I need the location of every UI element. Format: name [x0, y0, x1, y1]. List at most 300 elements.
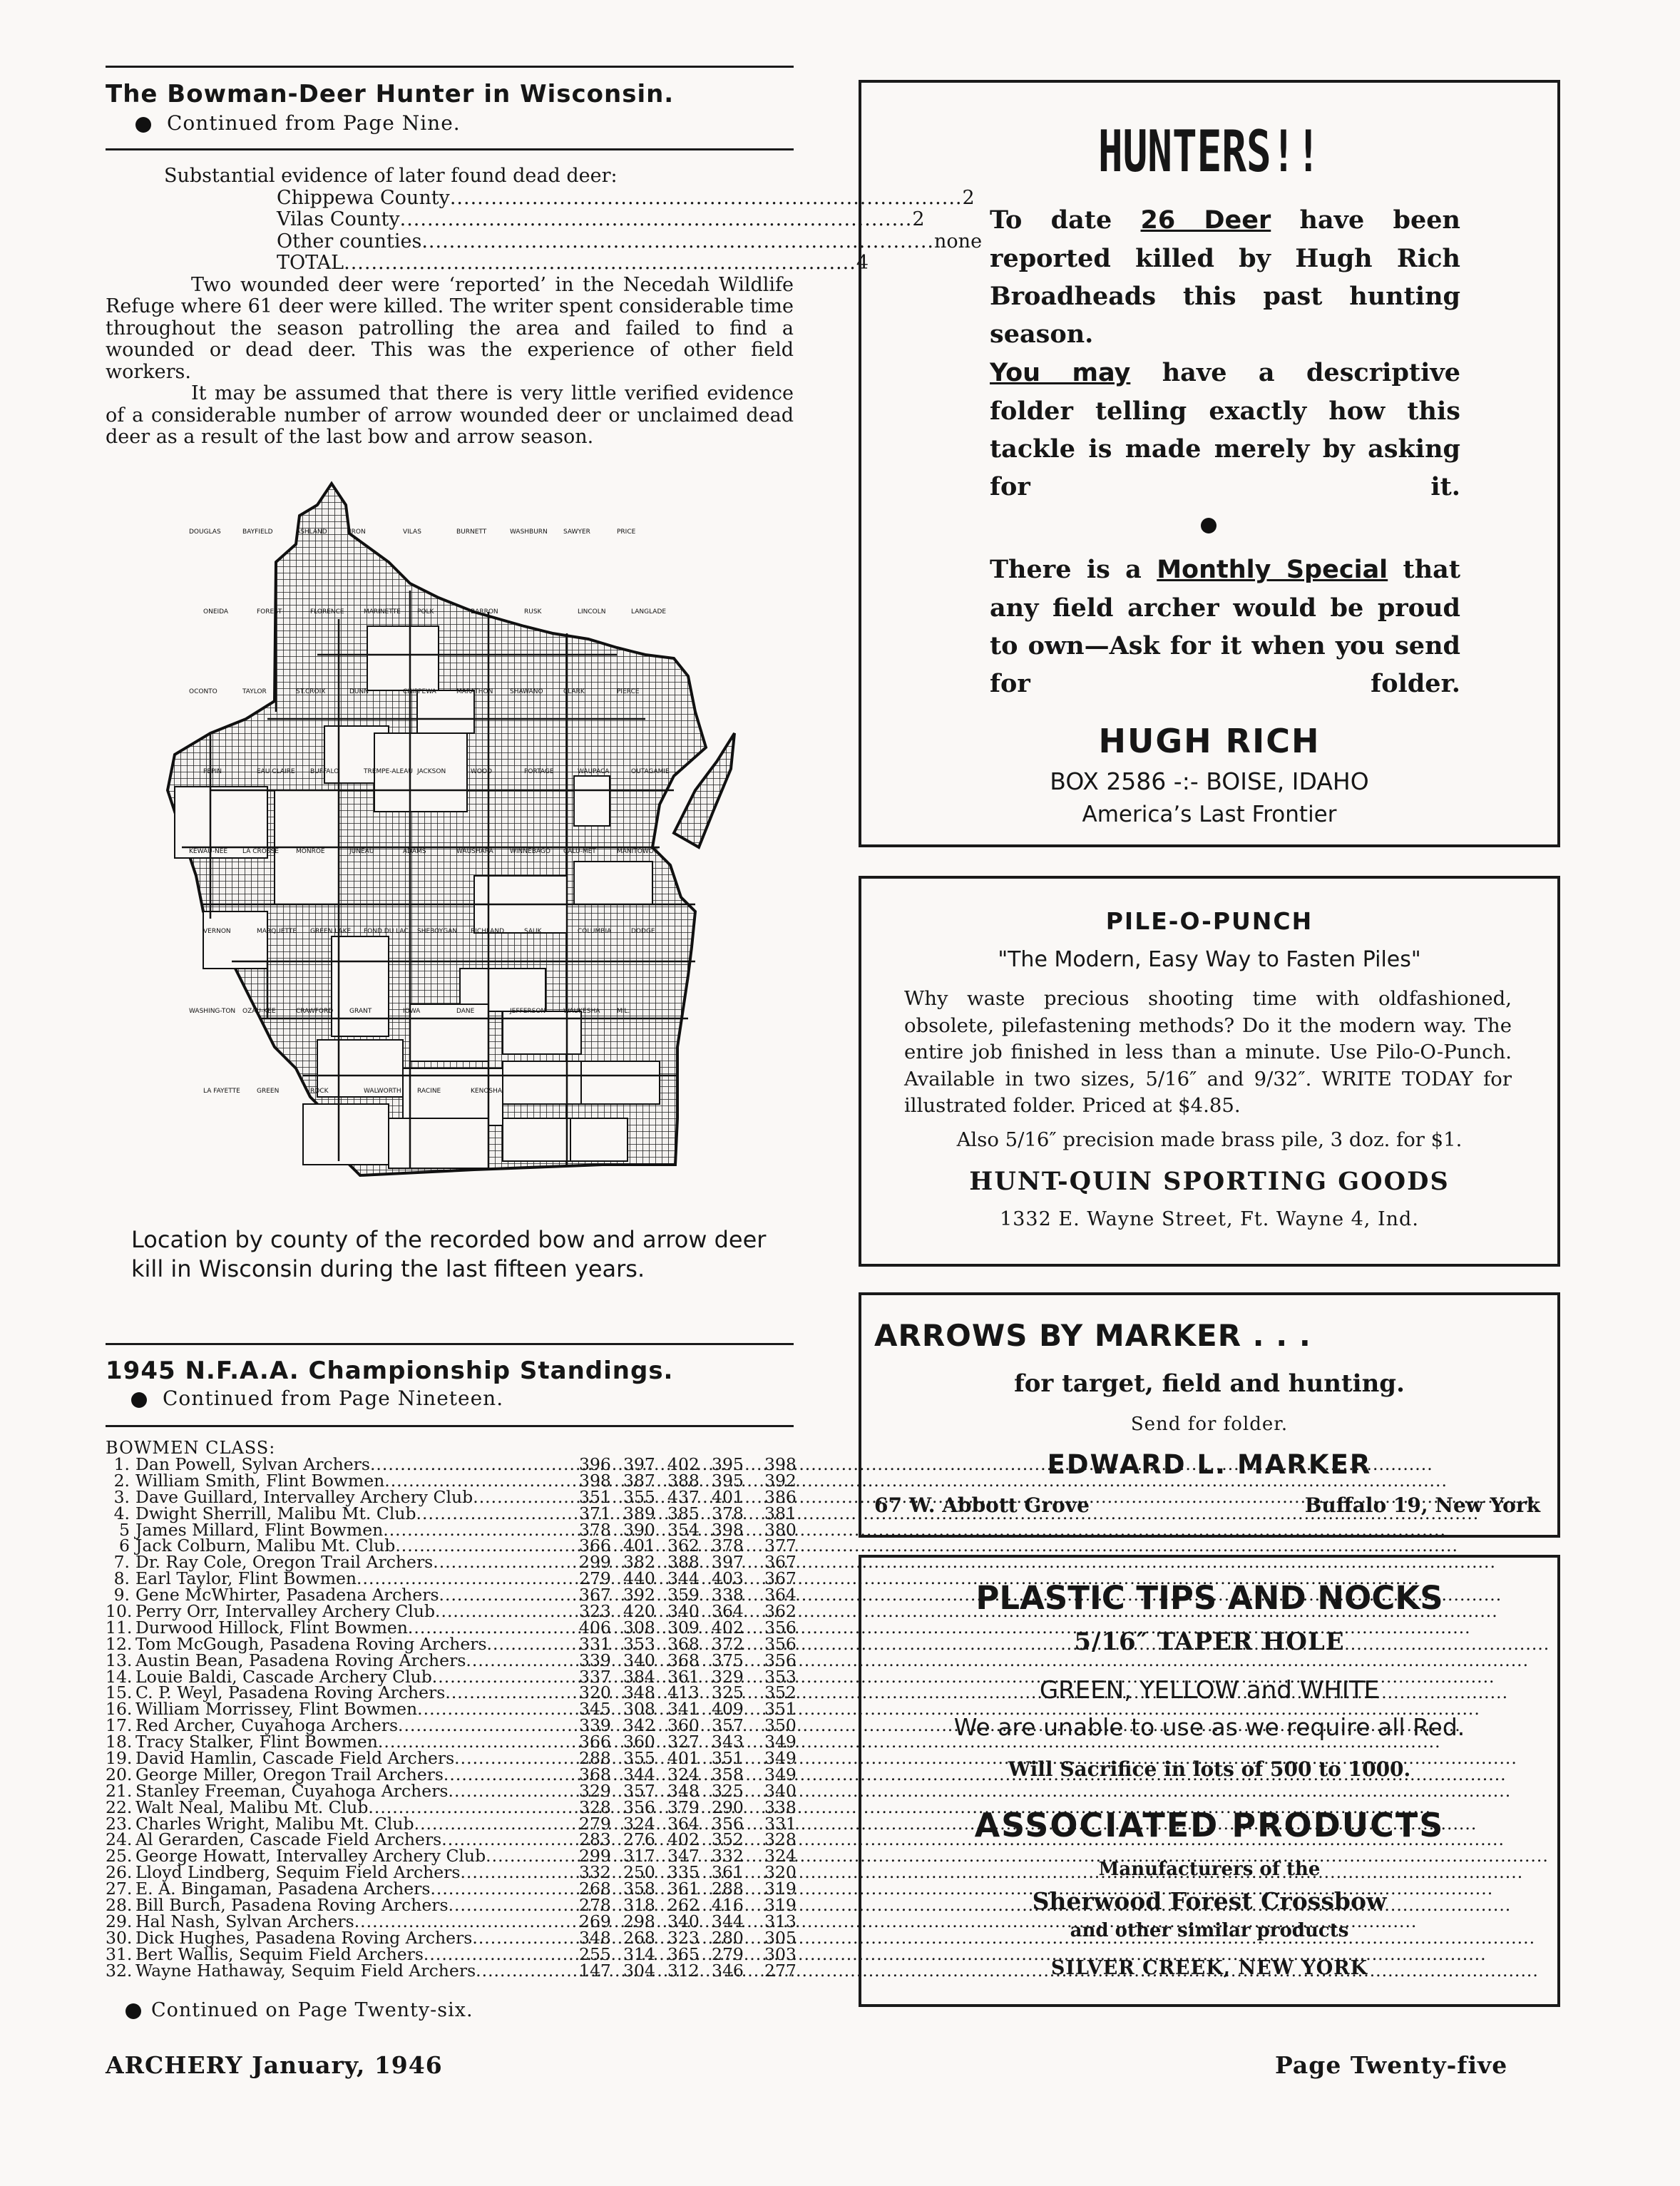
archer-name-text: Perry Orr, Intervalley Archery Club: [135, 1601, 436, 1622]
round-score: 324: [667, 1764, 700, 1784]
rank: 10.: [106, 1601, 133, 1622]
rank: 26.: [106, 1862, 133, 1883]
round-score: 388: [667, 1552, 700, 1573]
county-label: PEPIN: [203, 768, 222, 775]
arrows-subtitle: for target, field and hunting.: [1014, 1369, 1405, 1398]
archer-name-text: James Millard, Flint Bowmen: [135, 1519, 384, 1540]
archer-name-text: Red Archer, Cuyahoga Archers: [135, 1715, 399, 1736]
county-label: IOWA: [403, 1008, 421, 1015]
round-score: 337: [579, 1666, 611, 1687]
average-score: 331: [764, 1813, 797, 1834]
average-score: 356: [764, 1633, 797, 1654]
round-score: 392: [623, 1585, 655, 1605]
county-label: WOOD: [471, 768, 492, 775]
round-score: 364: [667, 1813, 700, 1834]
average-score: 313: [764, 1911, 797, 1931]
round-score: 364: [712, 1601, 744, 1622]
round-score: 323: [579, 1601, 611, 1622]
standings-continued-from: [131, 1386, 503, 1410]
average-score: 319: [764, 1895, 797, 1916]
county-label: JEFFERSON: [510, 1008, 546, 1015]
round-score: 348: [667, 1780, 700, 1801]
round-score: 262: [667, 1895, 700, 1916]
county-label: OCONTO: [189, 688, 217, 695]
county-no-kill: [574, 862, 652, 904]
hugh-rich-address: BOX 2586 -:- BOISE, IDAHO: [1050, 767, 1369, 795]
round-score: 398: [712, 1519, 744, 1540]
arrows-send: Send for folder.: [1130, 1414, 1289, 1435]
average-score: 349: [764, 1764, 797, 1784]
archer-name-text: Austin Bean, Pasadena Roving Archers: [135, 1650, 466, 1670]
round-score: 396: [579, 1454, 611, 1474]
archer-name-text: George Miller, Oregon Trail Archers: [135, 1764, 444, 1784]
county-label: GRANT: [349, 1008, 372, 1015]
round-score: 268: [579, 1879, 611, 1899]
evidence-label: Chippewa County: [277, 186, 450, 209]
archer-name-text: Tom McGough, Pasadena Roving Archers: [135, 1633, 487, 1654]
round-score: 378: [579, 1519, 611, 1540]
county-label: SHAWANO: [510, 688, 543, 695]
evidence-list: [106, 186, 983, 275]
county-label: DODGE: [631, 928, 655, 935]
hunters-p2-end: have a descriptive folder telling exactly how this tackle is made merely by asking for it.: [990, 358, 1460, 501]
rank: 13.: [106, 1650, 133, 1670]
round-score: 323: [667, 1927, 700, 1948]
archer-name-text: Al Gerarden, Cascade Field Archers: [135, 1829, 442, 1850]
round-score: 342: [623, 1715, 655, 1736]
rank: 27.: [106, 1879, 133, 1899]
round-score: 308: [623, 1617, 655, 1638]
county-label: MONROE: [296, 848, 325, 855]
county-label: BUFFALO: [310, 768, 339, 775]
archer-name-text: Dave Guillard, Intervalley Archery Club: [135, 1486, 473, 1507]
round-score: 353: [623, 1633, 655, 1654]
pile-title: PILE-O-PUNCH: [1105, 907, 1313, 935]
round-score: 397: [623, 1454, 655, 1474]
evidence-value: 2: [912, 208, 925, 230]
round-score: 298: [623, 1911, 655, 1931]
county-label: RUSK: [524, 608, 542, 616]
rank: 3.: [113, 1486, 130, 1507]
round-score: 437: [667, 1486, 700, 1507]
rank: 30.: [106, 1927, 133, 1948]
round-score: 288: [712, 1879, 744, 1899]
dot-leader: ...........................................................................: [449, 186, 963, 209]
evidence-value: 4: [856, 252, 869, 274]
round-score: 358: [623, 1879, 655, 1899]
standings-row: [106, 1960, 804, 1981]
dot-leader: ...........................................................................: [399, 208, 913, 230]
rank: 8.: [113, 1568, 130, 1589]
archer-name-text: George Howatt, Intervalley Archery Club: [135, 1846, 486, 1866]
county-label: BURNETT: [456, 528, 487, 536]
round-score: 416: [712, 1895, 744, 1916]
county-label: OUTAGAMIE: [631, 768, 670, 775]
round-score: 359: [667, 1585, 700, 1605]
county-label: JACKSON: [417, 768, 446, 775]
marker-arrows-ad: [859, 1292, 1560, 1538]
round-score: 389: [623, 1503, 655, 1523]
archer-name-text: David Hamlin, Cascade Field Archers: [135, 1748, 455, 1769]
hunters-paragraph-1: [990, 201, 1460, 353]
round-score: 255: [579, 1944, 611, 1964]
average-score: 277: [764, 1960, 797, 1981]
average-score: 328: [764, 1829, 797, 1850]
county-label: RACINE: [417, 1088, 441, 1095]
round-score: 327: [667, 1732, 700, 1752]
rank: 19.: [106, 1748, 133, 1769]
round-score: 325: [712, 1682, 744, 1703]
round-score: 332: [579, 1862, 611, 1883]
county-label: SAWYER: [563, 528, 590, 536]
plastic-city: SILVER CREEK, NEW YORK: [1050, 1957, 1368, 1979]
rank: 1.: [113, 1454, 130, 1474]
round-score: 268: [623, 1927, 655, 1948]
archer-name-text: Dr. Ray Cole, Oregon Trail Archers: [135, 1552, 434, 1573]
round-score: 304: [623, 1960, 655, 1981]
article-title: The Bowman-Deer Hunter in Wisconsin.: [106, 80, 675, 108]
average-score: 362: [764, 1601, 797, 1622]
evidence-value: 2: [962, 186, 975, 209]
average-score: 349: [764, 1748, 797, 1769]
archer-name-text: Earl Taylor, Flint Bowmen: [135, 1568, 357, 1589]
pile-o-punch-ad: [859, 876, 1560, 1267]
round-score: 351: [712, 1748, 744, 1769]
archer-name-text: Bert Wallis, Sequim Field Archers: [135, 1944, 424, 1964]
average-score: 340: [764, 1780, 797, 1801]
rank: 22.: [106, 1797, 133, 1817]
article-body: [106, 165, 983, 449]
archer-name-text: Stanley Freeman, Cuyahoga Archers: [135, 1780, 449, 1801]
round-score: 269: [579, 1911, 611, 1931]
county-label: LINCOLN: [578, 608, 606, 616]
round-score: 358: [712, 1764, 744, 1784]
standings-top-rule: [106, 1343, 794, 1345]
archer-name-text: Dan Powell, Sylvan Archers: [135, 1454, 370, 1474]
rank: 7.: [113, 1552, 130, 1573]
plastic-other: and other similar products: [1070, 1920, 1349, 1941]
round-score: 338: [712, 1585, 744, 1605]
hunters-p3-start: There is a: [990, 555, 1157, 584]
average-score: 349: [764, 1732, 797, 1752]
round-score: 366: [579, 1536, 611, 1556]
hunters-p1-start: To date: [990, 205, 1141, 235]
plastic-title: PLASTIC TIPS AND NOCKS: [975, 1579, 1443, 1617]
round-score: 312: [667, 1960, 700, 1981]
rank: 18.: [106, 1732, 133, 1752]
top-rule: [106, 66, 794, 68]
average-score: 367: [764, 1552, 797, 1573]
round-score: 344: [667, 1568, 700, 1589]
county-label: ST.CROIX: [296, 688, 326, 695]
article-continued-text: Continued from Page Nine.: [167, 111, 461, 135]
round-score: 280: [712, 1927, 744, 1948]
county-label: LANGLADE: [631, 608, 667, 616]
evidence-label: TOTAL: [277, 252, 344, 274]
round-score: 329: [579, 1780, 611, 1801]
round-score: 335: [667, 1862, 700, 1883]
round-score: 346: [712, 1960, 744, 1981]
hunters-deer-count: 26 Deer: [1140, 206, 1271, 235]
round-score: 290: [712, 1797, 744, 1817]
county-label: WAUPACA: [578, 768, 610, 775]
county-label: ROCK: [310, 1088, 329, 1095]
plastic-taper: 5/16″ TAPER HOLE: [1074, 1628, 1345, 1656]
county-no-kill: [303, 1104, 389, 1165]
round-score: 365: [667, 1944, 700, 1964]
archer-name-text: Dick Hughes, Pasadena Roving Archers: [135, 1927, 473, 1948]
rank: 15.: [106, 1682, 133, 1703]
average-score: 386: [764, 1486, 797, 1507]
county-label: IRON: [349, 528, 366, 536]
pile-address: 1332 E. Wayne Street, Ft. Wayne 4, Ind.: [1000, 1208, 1419, 1230]
round-score: 314: [623, 1944, 655, 1964]
county-no-kill: [417, 690, 474, 733]
rank: 21.: [106, 1780, 133, 1801]
round-score: 361: [712, 1862, 744, 1883]
rank: 2.: [113, 1470, 130, 1491]
county-label: WALWORTH: [364, 1088, 401, 1095]
rank: 9.: [113, 1585, 130, 1605]
round-score: 356: [623, 1797, 655, 1817]
round-score: 340: [667, 1601, 700, 1622]
county-label: COLUMBIA: [578, 928, 612, 935]
round-score: 360: [667, 1715, 700, 1736]
archer-name-text: Louie Baldi, Cascade Archery Club: [135, 1666, 432, 1687]
round-score: 379: [667, 1797, 700, 1817]
round-score: 406: [579, 1617, 611, 1638]
county-label: WAUSHARA: [456, 848, 493, 855]
article-continued-from: [135, 111, 461, 135]
evidence-row: [277, 186, 975, 210]
round-score: 409: [712, 1699, 744, 1720]
round-score: 283: [579, 1829, 611, 1850]
average-score: 350: [764, 1715, 797, 1736]
county-label: MARATHON: [456, 688, 493, 695]
standings-title: 1945 N.F.A.A. Championship Standings.: [106, 1357, 674, 1385]
rank: 31.: [106, 1944, 133, 1964]
round-score: 343: [712, 1732, 744, 1752]
arrows-title: ARROWS BY MARKER . . .: [874, 1318, 1311, 1353]
round-score: 390: [623, 1519, 655, 1540]
county-label: CLARK: [563, 688, 585, 695]
county-no-kill: [503, 1118, 574, 1161]
dot-leader: ...........................................................................: [344, 252, 856, 274]
round-score: 355: [623, 1486, 655, 1507]
round-score: 276: [623, 1829, 655, 1850]
round-score: 357: [712, 1715, 744, 1736]
evidence-row: [277, 208, 925, 231]
round-score: 402: [667, 1454, 700, 1474]
round-score: 366: [579, 1732, 611, 1752]
hugh-rich-name: HUGH RICH: [1098, 722, 1321, 760]
round-score: 357: [623, 1780, 655, 1801]
hunters-p3-end: that any field archer would be proud to own—Ask for it when you send for folder.: [990, 555, 1461, 698]
round-score: 361: [667, 1879, 700, 1899]
round-score: 348: [579, 1927, 611, 1948]
rank: 25.: [106, 1846, 133, 1866]
county-no-kill: [203, 911, 267, 969]
round-score: 375: [712, 1650, 744, 1670]
archer-name-text: Walt Neal, Malibu Mt. Club: [135, 1797, 369, 1817]
round-score: 331: [579, 1633, 611, 1654]
rank: 24.: [106, 1829, 133, 1850]
arrows-name: EDWARD L. MARKER: [1047, 1449, 1372, 1480]
round-score: 371: [579, 1503, 611, 1523]
county-label: CHIPPEWA: [403, 688, 436, 695]
county-label: ONEIDA: [203, 608, 229, 616]
county-label: TREMPE-ALEAU: [364, 768, 413, 775]
plastic-manufacturers: Manufacturers of the: [1098, 1859, 1321, 1880]
hugh-rich-ad: [859, 80, 1560, 847]
round-score: 299: [579, 1846, 611, 1866]
county-no-kill: [410, 1004, 488, 1061]
average-score: 305: [764, 1927, 797, 1948]
evidence-row: [277, 230, 983, 253]
county-label: FLORENCE: [310, 608, 344, 616]
plastic-product: Sherwood Forest Crossbow: [1032, 1887, 1387, 1915]
evidence-label: Vilas County: [277, 208, 400, 230]
rank: 11.: [106, 1617, 133, 1638]
county-label: RICHLAND: [471, 928, 504, 935]
county-label: VILAS: [403, 528, 421, 536]
map-caption: Location by county of the recorded bow and arrow deer kill in Wisconsin during the last fifteen years.: [131, 1226, 767, 1282]
round-score: 402: [712, 1617, 744, 1638]
round-score: 324: [623, 1813, 655, 1834]
average-score: 338: [764, 1797, 797, 1817]
round-score: 368: [579, 1764, 611, 1784]
round-score: 395: [712, 1454, 744, 1474]
round-score: 356: [712, 1813, 744, 1834]
round-score: 339: [579, 1715, 611, 1736]
evidence-intro: Substantial evidence of later found dead deer:: [164, 165, 618, 187]
average-score: 356: [764, 1650, 797, 1670]
round-score: 308: [623, 1699, 655, 1720]
average-score: 364: [764, 1585, 797, 1605]
plastic-unable: We are unable to use as we require all Red.: [953, 1713, 1465, 1741]
average-score: 351: [764, 1699, 797, 1720]
average-score: 367: [764, 1568, 797, 1589]
arrows-city: Buffalo 19, New York: [1304, 1493, 1540, 1517]
round-score: 372: [712, 1633, 744, 1654]
average-score: 377: [764, 1536, 797, 1556]
round-score: 401: [623, 1536, 655, 1556]
round-score: 440: [623, 1568, 655, 1589]
pile-tagline: "The Modern, Easy Way to Fasten Piles": [998, 947, 1421, 972]
round-score: 362: [667, 1536, 700, 1556]
round-score: 387: [623, 1470, 655, 1491]
article-paragraph-1: Two wounded deer were ‘reported’ in the Necedah Wildlife Refuge where 61 deer were killed. The writer spent considerable time throughout the season patrolling the area and failed to find a wounded or dead deer. This was the experience of other field workers.: [106, 273, 794, 383]
county-label: DUNN: [349, 688, 369, 695]
round-score: 401: [667, 1748, 700, 1769]
county-label: GREEN LAKE: [310, 928, 352, 935]
round-score: 368: [667, 1633, 700, 1654]
archer-name-text: C. P. Weyl, Pasadena Roving Archers: [135, 1682, 446, 1703]
article-paragraph-2: It may be assumed that there is very little verified evidence of a considerable number of arrow wounded deer or unclaimed dead deer as a result of the last bow and arrow season.: [106, 382, 794, 448]
archer-name-text: Durwood Hillock, Flint Bowmen: [135, 1617, 408, 1638]
hunters-headline: HUNTERS!!: [1097, 118, 1321, 185]
county-label: LA FAYETTE: [203, 1088, 240, 1095]
round-score: 345: [579, 1699, 611, 1720]
county-label: KEWAU-NEE: [189, 848, 228, 855]
round-score: 340: [623, 1650, 655, 1670]
archer-name-text: Lloyd Lindberg, Sequim Field Archers: [135, 1862, 461, 1883]
round-score: 344: [712, 1911, 744, 1931]
average-score: 381: [764, 1503, 797, 1523]
plastic-sacrifice: Will Sacrifice in lots of 500 to 1000.: [1008, 1757, 1411, 1781]
round-score: 328: [579, 1797, 611, 1817]
article-header-rule: [106, 148, 794, 150]
round-score: 378: [712, 1503, 744, 1523]
hugh-rich-tagline: America’s Last Frontier: [1082, 802, 1337, 827]
rank: 16.: [106, 1699, 133, 1720]
rank: 20.: [106, 1764, 133, 1784]
archer-name-text: William Morrissey, Flint Bowmen: [135, 1699, 418, 1720]
county-label: BAYFIELD: [242, 528, 273, 536]
county-no-kill: [581, 1061, 660, 1104]
round-score: 413: [667, 1682, 700, 1703]
archer-name-text: Jack Colburn, Malibu Mt. Club: [135, 1536, 396, 1556]
rank: 23.: [106, 1813, 133, 1834]
bullet-icon: [131, 1392, 147, 1408]
county-label: DANE: [456, 1008, 475, 1015]
archer-name-text: Wayne Hathaway, Sequim Field Archers: [135, 1960, 476, 1981]
plastic-colors: GREEN, YELLOW and WHITE: [1039, 1676, 1380, 1705]
rank: 17.: [106, 1715, 133, 1736]
associated-products-ad: [859, 1555, 1560, 2007]
county-label: CRAWFORD: [296, 1008, 334, 1015]
round-score: 388: [667, 1470, 700, 1491]
archer-name-text: Gene McWhirter, Pasadena Archers: [135, 1585, 439, 1605]
pile-company: HUNT-QUIN SPORTING GOODS: [969, 1167, 1450, 1196]
county-label: SAUK: [524, 928, 542, 935]
round-score: 332: [712, 1846, 744, 1866]
bullet-icon: [1201, 518, 1217, 533]
county-label: SHEBOYGAN: [417, 928, 458, 935]
round-score: 354: [667, 1519, 700, 1540]
archer-name-text: William Smith, Flint Bowmen: [135, 1470, 385, 1491]
archer-name-text: Tracy Stalker, Flint Bowmen: [135, 1732, 378, 1752]
round-score: 318: [623, 1895, 655, 1916]
county-label: LA CROSSE: [242, 848, 279, 855]
round-score: 278: [579, 1895, 611, 1916]
hunters-monthly-special: Monthly Special: [1157, 556, 1388, 584]
plastic-company: ASSOCIATED PRODUCTS: [974, 1806, 1445, 1844]
county-label: POLK: [417, 608, 434, 616]
county-label: VERNON: [203, 928, 231, 935]
archer-name-text: Bill Burch, Pasadena Roving Archers: [135, 1895, 449, 1916]
round-score: 339: [579, 1650, 611, 1670]
county-label: WASHBURN: [510, 528, 548, 536]
county-label: ASHLAND: [296, 528, 327, 536]
county-label: PRICE: [617, 528, 636, 536]
average-score: 398: [764, 1454, 797, 1474]
county-label: MIL.: [617, 1008, 630, 1015]
hunters-paragraph-2: [990, 354, 1460, 506]
round-score: 344: [623, 1764, 655, 1784]
average-score: 392: [764, 1470, 797, 1491]
county-no-kill: [503, 1061, 581, 1104]
arrows-street: 67 W. Abbott Grove: [874, 1493, 1090, 1517]
rank: 28.: [106, 1895, 133, 1916]
round-score: 299: [579, 1552, 611, 1573]
round-score: 355: [623, 1748, 655, 1769]
round-score: 340: [667, 1911, 700, 1931]
archer-name: [135, 1960, 573, 1981]
average-score: 352: [764, 1682, 797, 1703]
round-score: 329: [712, 1666, 744, 1687]
average-score: 356: [764, 1617, 797, 1638]
